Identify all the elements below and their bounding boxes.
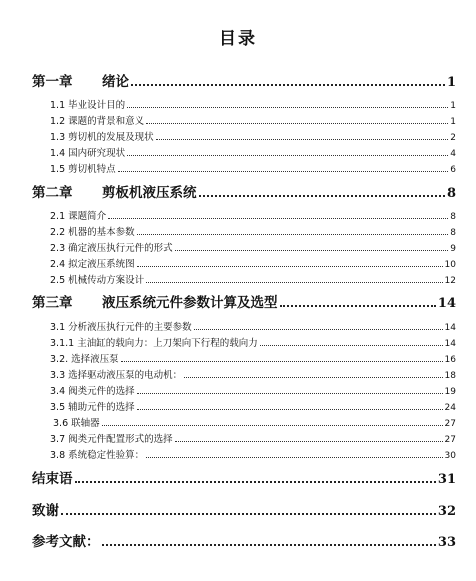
page-number: 24 bbox=[444, 403, 456, 413]
section-label: 3.6 联轴器 bbox=[53, 418, 100, 429]
toc-section-3-1[interactable] bbox=[50, 319, 456, 333]
page-number: 9 bbox=[450, 244, 456, 254]
entry-label: 致谢 bbox=[32, 503, 59, 519]
page-number: 2 bbox=[450, 133, 456, 143]
dot-leader bbox=[61, 513, 436, 515]
page-number: 27 bbox=[444, 435, 456, 445]
toc-section-2-1[interactable] bbox=[50, 208, 456, 222]
toc-conclusion[interactable] bbox=[32, 467, 456, 487]
dot-leader bbox=[121, 361, 443, 362]
dot-leader bbox=[127, 155, 448, 156]
page-number: 12 bbox=[444, 276, 456, 286]
dot-leader bbox=[127, 107, 448, 108]
dot-leader bbox=[260, 345, 443, 346]
dot-leader bbox=[156, 139, 449, 140]
entry-label: 结束语 bbox=[32, 471, 73, 487]
toc-section-1-2[interactable] bbox=[50, 113, 456, 127]
section-label: 3.8 系统稳定性验算： bbox=[50, 450, 145, 461]
page-number: 30 bbox=[444, 451, 456, 461]
section-label: 2.4 拟定液压系统图 bbox=[50, 259, 135, 270]
toc-section-3-6[interactable] bbox=[53, 415, 456, 429]
chapter-name: 剪板机液压系统 bbox=[102, 185, 197, 201]
toc-chapter-1[interactable] bbox=[32, 70, 456, 90]
section-label: 1.4 国内研究现状 bbox=[50, 148, 126, 159]
toc-section-2-4[interactable] bbox=[50, 256, 456, 270]
dot-leader bbox=[137, 393, 443, 394]
page-number: 14 bbox=[444, 339, 456, 349]
toc-title: 目录 bbox=[219, 29, 257, 49]
dot-leader bbox=[137, 234, 449, 235]
section-label: 2.1 课题简介 bbox=[50, 211, 107, 222]
dot-leader bbox=[199, 195, 445, 197]
toc-section-3-3[interactable] bbox=[50, 367, 456, 381]
section-label: 2.3 确定液压执行元件的形式 bbox=[50, 243, 173, 254]
section-label: 3.7 阀类元件配置形式的选择 bbox=[50, 434, 173, 445]
page-number: 32 bbox=[437, 504, 456, 519]
toc-section-2-3[interactable] bbox=[50, 240, 456, 254]
dot-leader bbox=[137, 409, 443, 410]
section-label: 1.1 毕业设计目的 bbox=[50, 100, 126, 111]
dot-leader bbox=[102, 544, 436, 546]
page-number: 8 bbox=[450, 228, 456, 238]
dot-leader bbox=[118, 171, 449, 172]
section-label: 3.3 选择驱动液压泵的电动机： bbox=[50, 370, 183, 381]
toc-section-1-3[interactable] bbox=[50, 129, 456, 143]
dot-leader bbox=[146, 282, 442, 283]
dot-leader bbox=[75, 481, 436, 483]
dot-leader bbox=[108, 218, 448, 219]
page-number: 16 bbox=[444, 355, 456, 365]
section-label: 3.5 辅助元件的选择 bbox=[50, 402, 135, 413]
page-number: 1 bbox=[450, 117, 456, 127]
toc-section-1-5[interactable] bbox=[50, 161, 456, 175]
chapter-number: 第二章 bbox=[32, 185, 73, 201]
toc-section-2-5[interactable] bbox=[50, 272, 456, 286]
page-number: 19 bbox=[444, 387, 456, 397]
section-label: 3.1.1 主油缸的载向力：上刀架向下行程的载向力 bbox=[50, 338, 258, 349]
page-number: 27 bbox=[444, 419, 456, 429]
dot-leader bbox=[102, 425, 443, 426]
section-label: 2.5 机械传动方案设计 bbox=[50, 275, 145, 286]
toc-section-3-7[interactable] bbox=[50, 431, 456, 445]
page-number: 4 bbox=[450, 149, 456, 159]
toc-section-1-1[interactable] bbox=[50, 97, 456, 111]
section-label: 1.5 剪切机特点 bbox=[50, 164, 116, 175]
dot-leader bbox=[146, 457, 442, 458]
toc-section-3-1-1[interactable] bbox=[50, 335, 456, 349]
page-number: 14 bbox=[437, 296, 456, 311]
toc-section-1-4[interactable] bbox=[50, 145, 456, 159]
page-number: 33 bbox=[437, 535, 456, 550]
toc-chapter-2[interactable] bbox=[32, 181, 456, 201]
chapter-number: 第三章 bbox=[32, 295, 73, 311]
entry-label: 参考文献： bbox=[32, 534, 100, 550]
page-number: 31 bbox=[437, 472, 456, 487]
page-number: 8 bbox=[450, 212, 456, 222]
section-label: 3.2. 选择液压泵 bbox=[50, 354, 119, 365]
dot-leader bbox=[137, 266, 443, 267]
section-label: 1.3 剪切机的发展及现状 bbox=[50, 132, 154, 143]
page-number: 6 bbox=[450, 165, 456, 175]
chapter-name: 绪论 bbox=[102, 74, 129, 90]
dot-leader bbox=[184, 377, 442, 378]
section-label: 2.2 机器的基本参数 bbox=[50, 227, 135, 238]
dot-leader bbox=[175, 441, 443, 442]
dot-leader bbox=[194, 329, 443, 330]
section-label: 3.4 阀类元件的选择 bbox=[50, 386, 135, 397]
dot-leader bbox=[146, 123, 448, 124]
dot-leader bbox=[131, 84, 445, 86]
dot-leader bbox=[280, 305, 436, 307]
page-number: 8 bbox=[446, 186, 456, 201]
toc-references[interactable] bbox=[32, 530, 456, 550]
toc-section-3-8[interactable] bbox=[50, 447, 456, 461]
toc-section-3-2[interactable] bbox=[50, 351, 456, 365]
dot-leader bbox=[175, 250, 449, 251]
toc-section-2-2[interactable] bbox=[50, 224, 456, 238]
chapter-number: 第一章 bbox=[32, 74, 73, 90]
page-number: 14 bbox=[444, 323, 456, 333]
page-number: 1 bbox=[446, 75, 456, 90]
page-number: 18 bbox=[444, 371, 456, 381]
toc-section-3-5[interactable] bbox=[50, 399, 456, 413]
page-number: 10 bbox=[444, 260, 456, 270]
toc-section-3-4[interactable] bbox=[50, 383, 456, 397]
page-number: 1 bbox=[450, 101, 456, 111]
toc-chapter-3[interactable] bbox=[32, 291, 456, 311]
toc-acknowledgements[interactable] bbox=[32, 499, 456, 519]
section-label: 3.1 分析液压执行元件的主要参数 bbox=[50, 322, 192, 333]
chapter-name: 液压系统元件参数计算及选型 bbox=[102, 295, 278, 311]
section-label: 1.2 课题的背景和意义 bbox=[50, 116, 145, 127]
